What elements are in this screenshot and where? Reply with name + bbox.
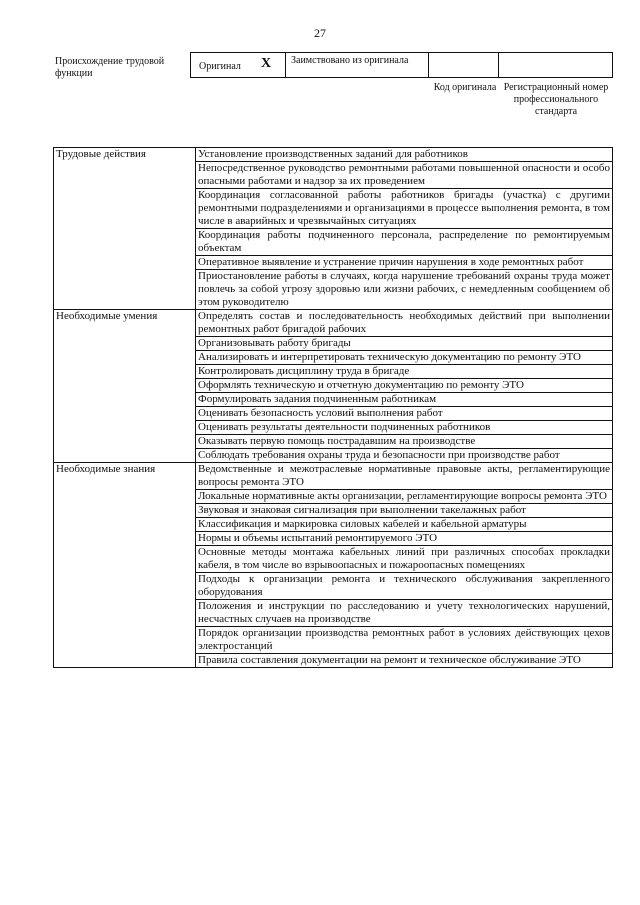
section-item: Формулировать задания подчиненным работникам [196, 393, 613, 407]
borrowed-label: Заимствовано из оригинала [286, 53, 429, 77]
labor-function-table [53, 147, 613, 668]
table-row [54, 310, 613, 337]
reg-number-cell [499, 53, 612, 77]
code-cell [429, 53, 499, 77]
origin-box [190, 52, 613, 78]
table-row [54, 463, 613, 490]
reg-number-label: Регистрационный номер профессионального стандарта [503, 82, 609, 117]
section-item: Анализировать и интерпретировать техническую документацию по ремонту ЭТО [196, 351, 613, 365]
original-mark: X [261, 56, 272, 71]
section-item: Нормы и объемы испытаний ремонтируемого ЭТО [196, 532, 613, 546]
section-item: Оформлять техническую и отчетную документацию по ремонту ЭТО [196, 379, 613, 393]
section-item: Оперативное выявление и устранение причин нарушения в ходе ремонтных работ [196, 256, 613, 270]
section-item: Порядок организации производства ремонтных работ в условиях действующих цехов электростанций [196, 627, 613, 654]
section-item: Установление производственных заданий для работников [196, 148, 613, 162]
origin-label: Происхождение трудовой функции [55, 56, 165, 79]
section-item: Оценивать результаты деятельности подчиненных работников [196, 421, 613, 435]
section-item: Локальные нормативные акты организации, регламентирующие вопросы ремонта ЭТО [196, 490, 613, 504]
section-item: Подходы к организации ремонта и технического обслуживания закрепленного оборудования [196, 573, 613, 600]
page-number: 27 [314, 26, 326, 40]
section-item: Оценивать безопасность условий выполнения работ [196, 407, 613, 421]
section-item: Приостановление работы в случаях, когда нарушение требований охраны труда может повлечь за собой угрозу здоровью или жизни рабочих, с немедленным сообщением об этом руководителю [196, 270, 613, 310]
section-item: Оказывать первую помощь пострадавшим на производстве [196, 435, 613, 449]
table-row [54, 148, 613, 162]
section-title: Необходимые знания [54, 463, 196, 668]
section-item: Координация согласованной работы работников бригады (участка) с другими ремонтными подразделениями и организациями в процессе выполнения ремонта, в том числе в аварийных и чрезвычайных ситуациях [196, 189, 613, 229]
section-title: Необходимые умения [54, 310, 196, 463]
section-item: Правила составления документации на ремонт и техническое обслуживание ЭТО [196, 654, 613, 668]
section-item: Непосредственное руководство ремонтными работами повышенной опасности и особо опасными работами и надзор за их проведением [196, 162, 613, 189]
section-title: Трудовые действия [54, 148, 196, 310]
section-item: Контролировать дисциплину труда в бригаде [196, 365, 613, 379]
section-item: Определять состав и последовательность необходимых действий при выполнении ремонтных работ бригадой рабочих [196, 310, 613, 337]
section-item: Ведомственные и межотраслевые нормативные правовые акты, регламентирующие вопросы ремонта ЭТО [196, 463, 613, 490]
original-label: Оригинал [199, 61, 241, 72]
section-item: Координация работы подчиненного персонала, распределение по ремонтируемым объектам [196, 229, 613, 256]
section-item: Основные методы монтажа кабельных линий при различных способах прокладки кабеля, в том числе во взрывоопасных и пожароопасных помещениях [196, 546, 613, 573]
section-item: Звуковая и знаковая сигнализация при выполнении такелажных работ [196, 504, 613, 518]
section-item: Положения и инструкции по расследованию и учету технологических нарушений, несчастных случаев на производстве [196, 600, 613, 627]
code-original-label: Код оригинала [433, 82, 497, 93]
section-item: Соблюдать требования охраны труда и безопасности при производстве работ [196, 449, 613, 463]
section-item: Организовывать работу бригады [196, 337, 613, 351]
section-item: Классификация и маркировка силовых кабелей и кабельной арматуры [196, 518, 613, 532]
original-cell [191, 53, 286, 77]
